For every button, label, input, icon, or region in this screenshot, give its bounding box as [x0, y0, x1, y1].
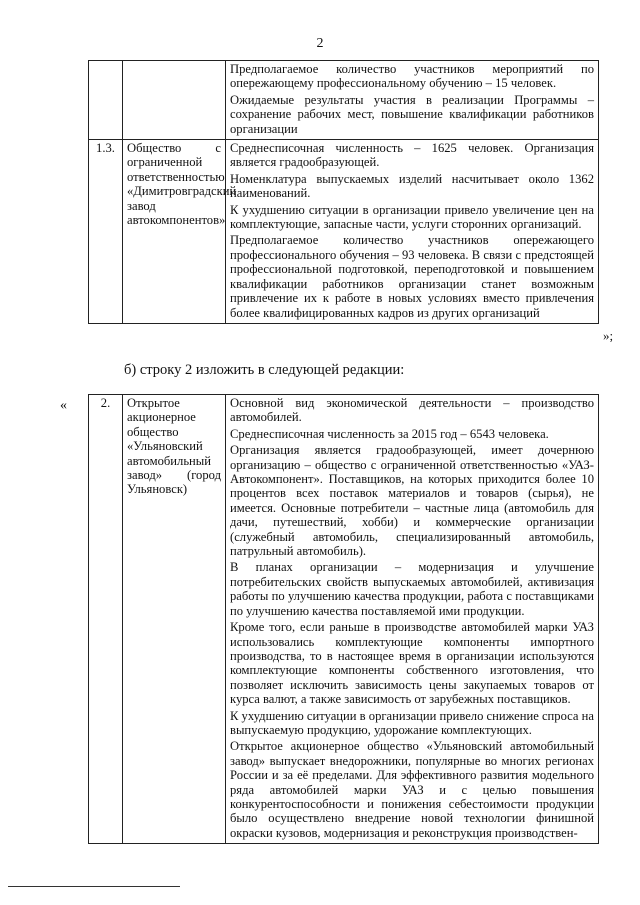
description-paragraph: Предполагаемое количество участников мероприятий по опережающему профессиональному обучению – 15 человек.	[230, 62, 594, 91]
description-paragraph: Открытое акционерное общество «Ульяновский автомобильный завод» выпускает внедорожники, популярные во многих регионах России и за её пределами. Для эффективного развития модельного ряда автомобилей марки УАЗ и с целью повышения конкурентоспособности и понижения себестоимости продукции было осуществлено внедрение новой технологии финишной окраски кузовов, модернизация и реконструкция производствен-	[230, 739, 594, 840]
description-paragraph: Номенклатура выпускаемых изделий насчитывает около 1362 наименований.	[230, 171, 594, 201]
row-number-cell: 1.3.	[89, 140, 123, 324]
description-paragraph: К ухудшению ситуации в организации привело снижение спроса на выпускаемую продукцию, удорожание комплектующих.	[230, 708, 594, 737]
description-cell	[226, 140, 599, 324]
program-table-part2	[88, 394, 599, 844]
organization-cell	[123, 61, 226, 140]
description-paragraph: Среднесписочная численность – 1625 человек. Организация является градообразующей.	[230, 141, 594, 170]
opening-quote-mark: «	[60, 398, 67, 413]
description-paragraph: К ухудшению ситуации в организации привело увеличение цен на комплектующие, запасные части, услуги сторонних организаций.	[230, 202, 594, 232]
row-number-cell	[89, 61, 123, 140]
description-paragraph: Предполагаемое количество участников опережающего профессионального обучения – 93 человека. В связи с предстоящей профессиональной подготовкой, переподготовкой и повышением квалификации работников организации станет возможным привлечение их к работе в новых условиях вместо привлечения более квалифицированных кадров из других организаций	[230, 233, 594, 320]
description-paragraph: Ожидаемые результаты участия в реализации Программы – сохранение рабочих мест, повышение квалификации работников организации	[230, 92, 594, 136]
organization-cell: Открытое акционерное общество «Ульяновский автомобильный завод» (город Ульяновск)	[123, 395, 226, 844]
description-paragraph: Основной вид экономической деятельности – производство автомобилей.	[230, 396, 594, 425]
description-paragraph: В планах организации – модернизация и улучшение потребительских свойств выпускаемых автомобилей, активизация работы по улучшению качества продукции, работа с поставщиками по улучшению качества поставляемой ими продукции.	[230, 560, 594, 618]
row-number-cell: 2.	[89, 395, 123, 844]
footnote-divider	[8, 886, 180, 887]
page-number: 2	[316, 36, 324, 51]
table-row	[89, 395, 599, 844]
closing-quote-mark: »;	[603, 328, 614, 343]
amendment-instruction: б) строку 2 изложить в следующей редакции:	[124, 362, 405, 378]
description-cell	[226, 395, 599, 844]
organization-cell: Общество с ограниченной ответственностью «Димитровградский завод автокомпонентов»	[123, 140, 226, 324]
description-cell	[226, 61, 599, 140]
table-row	[89, 61, 599, 140]
description-paragraph: Кроме того, если раньше в производстве автомобилей марки УАЗ использовались комплектующие компоненты импортного производства, то в настоящее время в организации используются комплектующие компоненты собственного изготовления, что позволяет исключить зависимость цены закупаемых товаров от курса валют, а также зависимость от зарубежных поставщиков.	[230, 620, 594, 707]
program-table-part1	[88, 60, 599, 324]
table-row	[89, 140, 599, 324]
description-paragraph: Организация является градообразующей, имеет дочернюю организацию – общество с ограниченной ответственностью «УАЗ-Автокомпонент». Поставщиков, на которых приходится более 10 процентов всех поставок материалов и товаров (сырья), не имеется. Основные потребители – частные лица (автомобиль для дачи, путешествий, хобби) и коммерческие организации (служебный автомобиль, специализированный автомобиль, патрульный автомобиль).	[230, 443, 594, 559]
description-paragraph: Среднесписочная численность за 2015 год – 6543 человека.	[230, 426, 549, 441]
